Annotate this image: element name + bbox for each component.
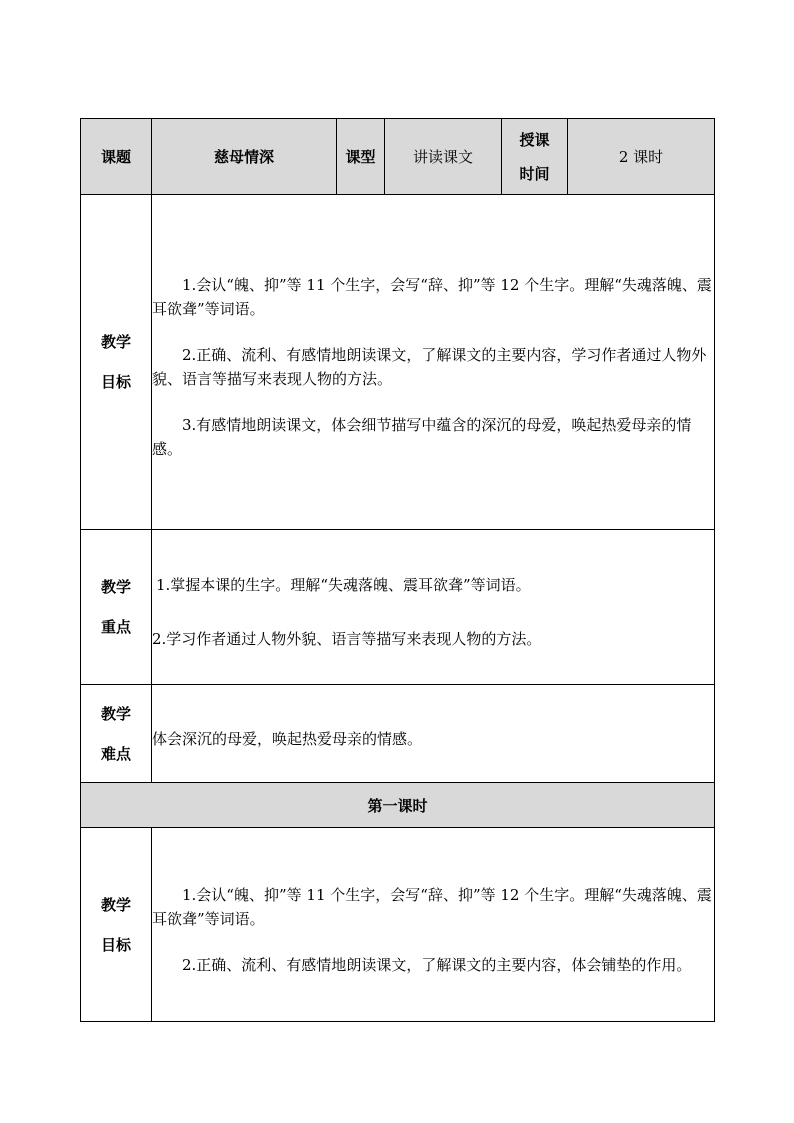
objectives-content bbox=[152, 195, 715, 530]
key-points-content bbox=[152, 530, 715, 685]
objectives-label-line1: 教学 bbox=[100, 333, 131, 351]
time-value: 2 课时 bbox=[568, 119, 715, 195]
key-points-label-line1: 教学 bbox=[100, 578, 131, 596]
type-label: 课型 bbox=[337, 119, 385, 195]
lesson1-label-line1: 教学 bbox=[100, 895, 131, 914]
key-point-item: 2.学习作者通过人物外貌、语言等描写来表现人物的方法。 bbox=[152, 630, 542, 648]
lesson1-objectives-row bbox=[81, 828, 715, 1022]
objectives-label bbox=[81, 195, 152, 530]
lesson-plan-table bbox=[80, 118, 715, 1022]
objectives-label-line2: 目标 bbox=[100, 373, 131, 391]
difficulties-label-line1: 教学 bbox=[100, 704, 131, 723]
lesson1-objectives-label bbox=[81, 828, 152, 1022]
key-point-item: 1.掌握本课的生字。理解“失魂落魄、震耳欲聋”等词语。 bbox=[156, 576, 531, 594]
topic-value: 慈母情深 bbox=[152, 119, 337, 195]
key-points-row bbox=[81, 530, 715, 685]
header-row bbox=[81, 119, 715, 195]
topic-label: 课题 bbox=[81, 119, 152, 195]
objectives-row bbox=[81, 195, 715, 530]
lesson1-objective-item: 2.正确、流利、有感情地朗读课文，了解课文的主要内容，体会铺垫的作用。 bbox=[182, 955, 692, 974]
difficulties-label bbox=[81, 685, 152, 783]
lesson1-objectives-content bbox=[152, 828, 715, 1022]
difficulties-label-line2: 难点 bbox=[100, 744, 131, 763]
difficulties-row bbox=[81, 685, 715, 783]
difficulty-text: 体会深沉的母爱，唤起热爱母亲的情感。 bbox=[152, 729, 423, 748]
objective-item: 3.有感情地朗读课文，体会细节描写中蕴含的深沉的母爱，唤起热爱母亲的情感。 bbox=[152, 416, 692, 458]
key-points-label-line2: 重点 bbox=[100, 618, 131, 636]
lesson1-title: 第一课时 bbox=[81, 783, 715, 828]
objective-item: 2.正确、流利、有感情地朗读课文，了解课文的主要内容，学习作者通过人物外貌、语言等描写来表现人物的方法。 bbox=[152, 346, 707, 388]
lesson1-label-line2: 目标 bbox=[100, 935, 131, 954]
time-label-line2: 时间 bbox=[519, 164, 550, 183]
key-points-label bbox=[81, 530, 152, 685]
difficulties-content bbox=[152, 685, 715, 783]
objective-item: 1.会认“魄、抑”等 11 个生字，会写“辞、抑”等 12 个生字。理解“失魂落魄、震耳欲聋”等词语。 bbox=[152, 276, 712, 318]
lesson1-title-row bbox=[81, 783, 715, 828]
time-label-line1: 授课 bbox=[519, 130, 550, 149]
time-label bbox=[502, 119, 568, 195]
type-value: 讲读课文 bbox=[385, 119, 502, 195]
lesson1-objective-item: 1.会认“魄、抑”等 11 个生字，会写“辞、抑”等 12 个生字。理解“失魂落魄、震耳欲聋”等词语。 bbox=[152, 885, 712, 928]
